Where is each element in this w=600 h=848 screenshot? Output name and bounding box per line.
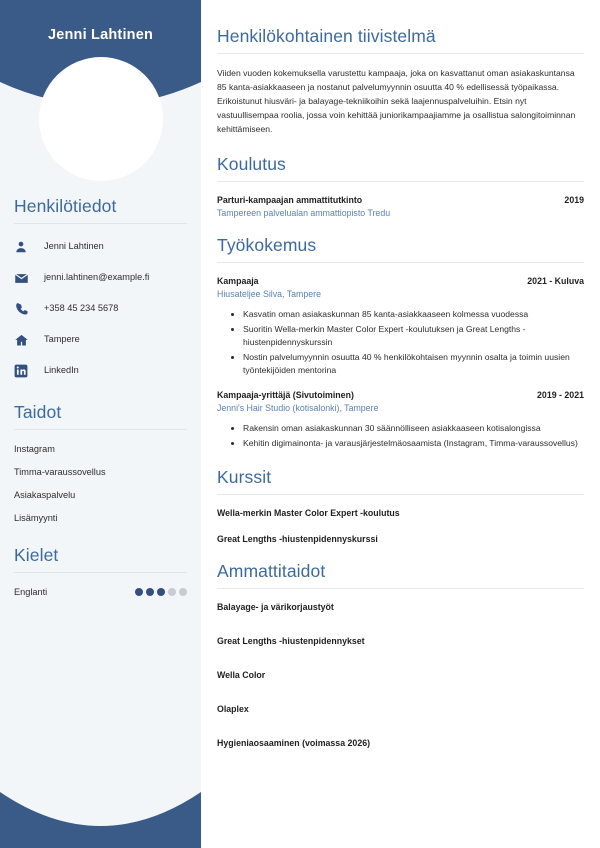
section-languages	[14, 545, 187, 597]
sidebar-footer-wave	[0, 756, 201, 848]
entry-bullets	[217, 422, 584, 450]
contact-row-email[interactable]	[14, 269, 187, 287]
professional-skill-item: Wella Color	[217, 670, 266, 681]
professional-skill-item: Hygieniaosaaminen (voimassa 2026)	[217, 738, 371, 749]
entry-title: Parturi-kampaajan ammattitutkinto	[217, 194, 363, 205]
linkedin-icon	[14, 362, 34, 380]
courses-heading: Kurssit	[217, 467, 272, 488]
list-item: Instagram	[14, 444, 55, 454]
entry-title: Kampaaja-yrittäjä (Sivutoiminen)	[217, 389, 354, 400]
entry-subtitle: Tampereen palvelualan ammattiopisto Tredu	[217, 207, 391, 218]
section-courses	[217, 467, 584, 544]
divider	[217, 494, 584, 495]
professional-skill-item: Great Lengths -hiustenpidennykset	[217, 636, 365, 647]
level-dot	[179, 588, 187, 596]
divider	[217, 53, 584, 54]
entry-date: 2019	[564, 194, 584, 205]
experience-entry	[217, 390, 584, 450]
entry-subtitle: Jenni's Hair Studio (kotisalonki), Tampere	[217, 402, 379, 413]
entry-date: 2021 - Kuluva	[527, 275, 584, 286]
education-entry	[217, 195, 584, 218]
contact-row-location	[14, 331, 187, 349]
phone-icon	[14, 300, 34, 318]
entry-header	[217, 195, 584, 205]
section-summary	[217, 26, 584, 137]
list-item	[14, 587, 187, 597]
divider	[14, 429, 187, 430]
contact-location-text: Tampere	[44, 334, 80, 345]
course-item: Great Lengths -hiustenpidennyskurssi	[217, 534, 378, 545]
entry-date: 2019 - 2021	[537, 389, 584, 400]
entry-header	[217, 276, 584, 286]
full-name: Jenni Lahtinen	[47, 27, 154, 43]
divider	[14, 572, 187, 573]
language-name: Englanti	[14, 587, 48, 597]
experience-heading: Työkokemus	[217, 234, 317, 255]
summary-text: Viiden vuoden kokemuksella varustettu kampaaja, joka on kasvattanut oman asiakaskuntansa 85 kanta-asiakkaaseen ja nostanut palvelumyynnin osuutta 40 % edellisessä työpaikassa. Erikoistunut hiusväri- ja balayage-tekniikoihin sekä laajennuspalveluihin. Etsin nyt vastuullisempaa roolia, jossa voin kehittää juniorikampaajiamme ja osallistua salongitoiminnan kehittämiseen.	[217, 68, 576, 134]
education-heading: Koulutus	[217, 153, 286, 174]
envelope-icon	[14, 269, 34, 287]
bullet-item: • Kasvatin oman asiakaskunnan 85 kanta-asiakkaaseen kolmessa vuodessa	[243, 308, 584, 321]
languages-heading: Kielet	[14, 545, 59, 565]
section-experience	[217, 235, 584, 450]
bullet-item: • Nostin palvelumyynnin osuutta 40 % henkilökohtaisen myynnin osalta ja toimin uusien työntekijöiden mentorina	[243, 351, 584, 377]
bullet-item: • Kehitin digimainonta- ja varausjärjestelmäosaamista (Instagram, Timma-varaussovellus)	[243, 437, 584, 450]
contact-phone-text: +358 45 234 5678	[44, 303, 119, 314]
home-icon	[14, 331, 34, 349]
contact-row-linkedin[interactable]	[14, 362, 187, 380]
experience-entry	[217, 276, 584, 377]
footer-curve-shape	[0, 756, 201, 848]
bullet-item: • Suoritin Wella-merkin Master Color Expert -koulutuksen ja Great Lengths -hiustenpidennyskurssin	[243, 323, 584, 349]
person-icon	[14, 238, 34, 256]
contact-linkedin-text: LinkedIn	[44, 365, 79, 376]
section-skills	[14, 402, 187, 523]
level-dot	[168, 588, 176, 596]
professional-skill-item: Olaplex	[217, 704, 249, 715]
language-level-dots	[135, 588, 187, 596]
course-item: Wella-merkin Master Color Expert -koulutus	[217, 508, 400, 519]
level-dot	[146, 588, 154, 596]
divider	[217, 181, 584, 182]
section-personal-details	[14, 196, 187, 380]
divider	[14, 223, 187, 224]
list-item: Asiakaspalvelu	[14, 490, 76, 500]
divider	[217, 262, 584, 263]
profile-photo-placeholder	[39, 57, 163, 181]
contact-row-name	[14, 238, 187, 256]
level-dot	[135, 588, 143, 596]
contact-row-phone[interactable]	[14, 300, 187, 318]
section-professional-skills	[217, 561, 584, 748]
entry-header	[217, 390, 584, 400]
bullet-item: • Rakensin oman asiakaskunnan 30 säännölliseen asiakkaaseen kotisalongissa	[243, 422, 584, 435]
skills-heading: Taidot	[14, 402, 62, 422]
list-item: Timma-varaussovellus	[14, 467, 106, 477]
divider	[217, 588, 584, 589]
contact-name-text: Jenni Lahtinen	[44, 241, 104, 252]
sidebar	[0, 0, 201, 848]
list-item: Lisämyynti	[14, 513, 58, 523]
professional-skill-item: Balayage- ja värikorjaustyöt	[217, 602, 334, 613]
level-dot	[157, 588, 165, 596]
section-education	[217, 154, 584, 218]
contact-email-text: jenni.lahtinen@example.fi	[44, 272, 150, 283]
sidebar-content	[0, 196, 201, 619]
personal-details-heading: Henkilötiedot	[14, 196, 117, 216]
entry-bullets	[217, 308, 584, 377]
main-content	[201, 0, 600, 848]
summary-heading: Henkilökohtainen tiivistelmä	[217, 26, 436, 46]
professional-skills-heading: Ammattitaidot	[217, 561, 326, 582]
entry-title: Kampaaja	[217, 275, 259, 286]
entry-subtitle: Hiusateljee Silva, Tampere	[217, 288, 321, 299]
